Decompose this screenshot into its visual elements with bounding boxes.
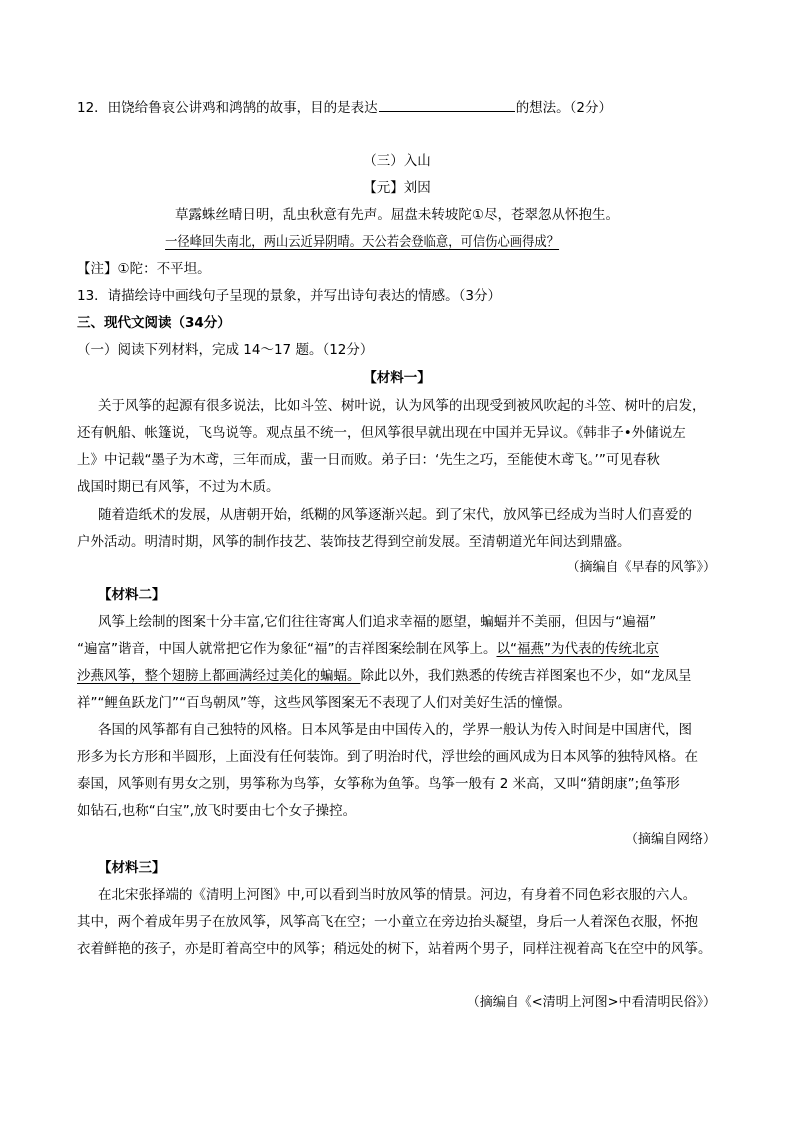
material-1-para2-line2: 户外活动。明清时期，风筝的制作技艺、装饰技艺得到空前发展。至清朝道光年间达到鼎盛。 (77, 534, 631, 550)
material-2-para1-line3-text: 除此以外，我们熟悉的传统吉祥图案也不少，如“龙凤呈 (360, 668, 692, 684)
material-2-para2-line4: 如钻石,也称“白宝”,放飞时要由七个女子操控。 (77, 803, 357, 819)
material-3-source: （摘编自《<清明上河图>中看清明民俗》） (466, 995, 716, 1010)
subsection-1-heading: （一）阅读下列材料，完成 14～17 题。（12分） (77, 342, 374, 358)
material-2-underlined-sentence-start: 以“福燕”为代表的传统北京 (496, 641, 659, 657)
material-3-para1-line3: 衣着鲜艳的孩子，亦是盯着高空中的风筝；稍远处的树下，站着两个男子，同样注视着高飞在空中的风筝。 (77, 941, 712, 957)
material-2-underlined-sentence-end: 沙燕风筝，整个翅膀上都画满经过美化的蝙蝠。 (77, 668, 361, 684)
material-1-title: 【材料一】 (363, 370, 431, 386)
material-1-para1-line3: 上》中记载“墨子为木鸢，三年而成，蜚一日而败。弟子曰：‘先生之巧，至能使木鸢飞。’”可见春秋 (77, 452, 660, 468)
material-1-para1-line2: 还有帆船、帐篷说，飞鸟说等。观点虽不统一，但风筝很早就出现在中国并无异议。《韩非子•外储说左 (77, 425, 686, 441)
material-2-para1-line3 (77, 666, 692, 686)
material-2-source: （摘编自网络） (624, 832, 716, 847)
material-1-source: （摘编自《早春的风筝》） (566, 560, 716, 575)
poem-author: 【元】刘因 (363, 180, 431, 196)
material-1-para2-line1: 随着造纸术的发展，从唐朝开始，纸糊的风筝逐渐兴起。到了宋代，放风筝已经成为当时人们喜爱的 (98, 507, 692, 523)
material-1-para1-line1: 关于风筝的起源有很多说法，比如斗笠、树叶说，认为风筝的出现受到被风吹起的斗笠、树叶的启发， (98, 398, 706, 414)
poem-line-2 (0, 232, 724, 252)
poem-line-1: 草露蛛丝晴日明，乱虫秋意有先声。屈盘未转坡陀①尽，苍翠忽从怀抱生。 (174, 207, 620, 223)
material-3-title: 【材料三】 (98, 860, 166, 876)
material-2-para1-line1: 风筝上绘制的图案十分丰富,它们往往寄寓人们追求幸福的愿望，蝙蝠并不美丽，但因与“遍福” (98, 614, 657, 630)
question-12 (77, 97, 612, 118)
poem-line-2-underlined: 一径峰回失南北，两山云近异阴晴。天公若会登临意，可信伤心画得成？ (165, 234, 560, 250)
section-3-heading: 三、现代文阅读（34分） (77, 315, 231, 331)
material-2-para2-line1: 各国的风筝都有自己独特的风格。日本风筝是由中国传入的，学界一般认为传入时间是中国唐代，图 (98, 722, 692, 738)
q12-text-end: 的想法。（2分） (515, 100, 613, 116)
q12-answer-blank[interactable] (379, 97, 515, 112)
question-13: 13．请描绘诗中画线句子呈现的景象，并写出诗句表达的情感。（3分） (77, 288, 502, 304)
poem-title: （三）入山 (363, 153, 431, 169)
poem-note: 【注】①陀：不平坦。 (77, 261, 211, 277)
q12-text: 12．田饶给鲁哀公讲鸡和鸿鹄的故事，目的是表达 (77, 100, 378, 116)
material-3-para1-line1: 在北宋张择端的《清明上河图》中,可以看到当时放风筝的情景。河边，有身着不同色彩衣服的六人。 (98, 887, 697, 903)
material-1-para1-line4: 战国时期已有风筝，不过为木质。 (77, 479, 280, 495)
material-3-para1-line2: 其中，两个着成年男子在放风筝，风筝高飞在空；一小童立在旁边抬头凝望，身后一人着深色衣服，怀抱 (77, 914, 698, 930)
material-2-para1-line2-text: “遍富”谐音，中国人就常把它作为象征“福”的吉祥图案绘制在风筝上。 (77, 641, 497, 657)
material-2-para2-line3: 泰国，风筝则有男女之别，男筝称为鸟筝，女筝称为鱼筝。鸟筝一般有 2 米高，又叫“猜朗康”;鱼筝形 (77, 776, 680, 792)
material-2-para2-line2: 形多为长方形和半圆形，上面没有任何装饰。到了明治时代，浮世绘的画风成为日本风筝的独特风格。在 (77, 749, 698, 765)
material-2-para1-line2 (77, 639, 659, 659)
material-2-title: 【材料二】 (98, 587, 166, 603)
material-2-para1-line4: 祥”“鲤鱼跃龙门”“百鸟朝凤”等，这些风筝图案无不表现了人们对美好生活的憧憬。 (77, 695, 571, 711)
